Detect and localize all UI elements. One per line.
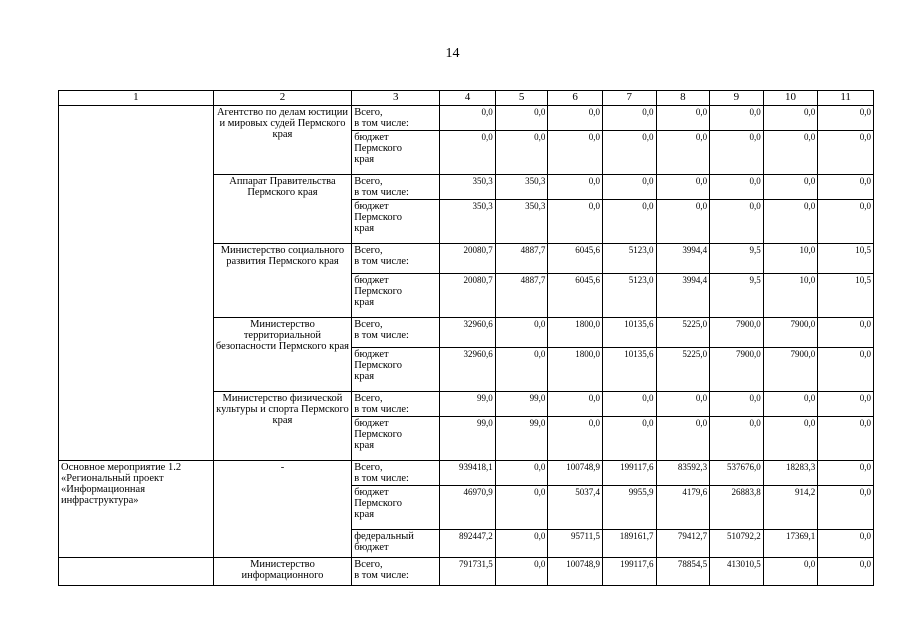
value-cell: 78854,5 [656, 558, 710, 586]
value-cell: 6045,6 [548, 244, 603, 274]
value-cell: 0,0 [440, 131, 496, 175]
executor-cell: Министерство физической культуры и спорта Пермского края [213, 392, 352, 461]
value-cell: 5123,0 [602, 244, 656, 274]
value-cell: 1800,0 [548, 348, 603, 392]
value-cell: 892447,2 [440, 530, 496, 558]
value-cell: 189161,7 [602, 530, 656, 558]
header-cell: 1 [59, 91, 214, 106]
value-cell: 0,0 [656, 106, 710, 131]
value-cell: 0,0 [548, 392, 603, 417]
value-cell: 0,0 [602, 106, 656, 131]
value-cell: 0,0 [656, 392, 710, 417]
value-cell: 0,0 [495, 106, 548, 131]
value-cell: 100748,9 [548, 558, 603, 586]
value-cell: 5225,0 [656, 318, 710, 348]
value-cell: 0,0 [710, 200, 764, 244]
value-cell: 4887,7 [495, 274, 548, 318]
value-cell: 0,0 [763, 200, 818, 244]
value-cell: 939418,1 [440, 461, 496, 486]
value-cell: 17369,1 [763, 530, 818, 558]
value-cell: 413010,5 [710, 558, 764, 586]
value-cell: 0,0 [602, 175, 656, 200]
value-cell: 10,5 [818, 244, 874, 274]
value-cell: 0,0 [818, 417, 874, 461]
value-cell: 0,0 [495, 558, 548, 586]
value-cell: 0,0 [602, 131, 656, 175]
funding-source-cell: Всего, в том числе: [352, 244, 440, 274]
value-cell: 350,3 [440, 200, 496, 244]
header-cell: 8 [656, 91, 710, 106]
value-cell: 100748,9 [548, 461, 603, 486]
value-cell: 199117,6 [602, 461, 656, 486]
value-cell: 0,0 [548, 175, 603, 200]
value-cell: 0,0 [818, 461, 874, 486]
header-cell: 9 [710, 91, 764, 106]
value-cell: 99,0 [440, 392, 496, 417]
value-cell: 0,0 [495, 461, 548, 486]
value-cell: 0,0 [763, 175, 818, 200]
value-cell: 5225,0 [656, 348, 710, 392]
value-cell: 0,0 [818, 530, 874, 558]
value-cell: 0,0 [763, 558, 818, 586]
value-cell: 0,0 [710, 417, 764, 461]
value-cell: 26883,8 [710, 486, 764, 530]
header-cell: 2 [213, 91, 352, 106]
value-cell: 0,0 [548, 200, 603, 244]
value-cell: 20080,7 [440, 244, 496, 274]
value-cell: 0,0 [495, 318, 548, 348]
funding-source-cell: бюджет Пермского края [352, 200, 440, 244]
value-cell: 0,0 [710, 175, 764, 200]
table-row [59, 558, 874, 586]
value-cell: 99,0 [495, 417, 548, 461]
page-number: 14 [445, 46, 460, 61]
executor-cell: Аппарат Правительства Пермского края [213, 175, 352, 244]
value-cell: 0,0 [548, 106, 603, 131]
value-cell: 0,0 [495, 530, 548, 558]
value-cell: 350,3 [495, 175, 548, 200]
value-cell: 10135,6 [602, 318, 656, 348]
value-cell: 9,5 [710, 244, 764, 274]
value-cell: 510792,2 [710, 530, 764, 558]
executor-cell: Агентство по делам юстиции и мировых судей Пермского края [213, 106, 352, 175]
funding-source-cell: бюджет Пермского края [352, 348, 440, 392]
value-cell: 0,0 [656, 175, 710, 200]
value-cell: 0,0 [602, 200, 656, 244]
funding-source-cell: бюджет Пермского края [352, 274, 440, 318]
value-cell: 32960,6 [440, 348, 496, 392]
value-cell: 0,0 [656, 131, 710, 175]
value-cell: 0,0 [656, 417, 710, 461]
value-cell: 95711,5 [548, 530, 603, 558]
value-cell: 0,0 [818, 131, 874, 175]
funding-source-cell: Всего, в том числе: [352, 461, 440, 486]
funding-source-cell: федеральный бюджет [352, 530, 440, 558]
value-cell: 0,0 [548, 131, 603, 175]
funding-source-cell: Всего, в том числе: [352, 558, 440, 586]
header-cell: 6 [548, 91, 603, 106]
value-cell: 0,0 [818, 348, 874, 392]
value-cell: 6045,6 [548, 274, 603, 318]
value-cell: 79412,7 [656, 530, 710, 558]
value-cell: 4887,7 [495, 244, 548, 274]
value-cell: 0,0 [763, 417, 818, 461]
value-cell: 10,0 [763, 274, 818, 318]
value-cell: 199117,6 [602, 558, 656, 586]
value-cell: 537676,0 [710, 461, 764, 486]
header-cell: 5 [495, 91, 548, 106]
row-group-label [59, 558, 214, 586]
value-cell: 0,0 [818, 392, 874, 417]
value-cell: 0,0 [548, 417, 603, 461]
value-cell: 0,0 [710, 131, 764, 175]
value-cell: 4179,6 [656, 486, 710, 530]
value-cell: 914,2 [763, 486, 818, 530]
value-cell: 0,0 [495, 486, 548, 530]
funding-source-cell: бюджет Пермского края [352, 417, 440, 461]
value-cell: 0,0 [763, 392, 818, 417]
value-cell: 18283,3 [763, 461, 818, 486]
budget-table [58, 90, 874, 586]
value-cell: 0,0 [818, 200, 874, 244]
value-cell: 10,0 [763, 244, 818, 274]
value-cell: 3994,4 [656, 274, 710, 318]
row-group-label: Основное мероприятие 1.2 «Региональный проект «Информационная инфраструктура» [59, 461, 214, 558]
value-cell: 0,0 [602, 417, 656, 461]
value-cell: 0,0 [763, 106, 818, 131]
header-cell: 3 [352, 91, 440, 106]
value-cell: 7900,0 [763, 348, 818, 392]
value-cell: 0,0 [495, 348, 548, 392]
value-cell: 5037,4 [548, 486, 603, 530]
value-cell: 0,0 [818, 318, 874, 348]
table-body [59, 106, 874, 586]
header-cell: 4 [440, 91, 496, 106]
value-cell: 350,3 [495, 200, 548, 244]
value-cell: 1800,0 [548, 318, 603, 348]
value-cell: 9955,9 [602, 486, 656, 530]
header-cell: 7 [602, 91, 656, 106]
funding-source-cell: Всего, в том числе: [352, 175, 440, 200]
executor-cell: - [213, 461, 352, 558]
row-group-label [59, 106, 214, 461]
value-cell: 0,0 [818, 486, 874, 530]
header-cell: 10 [763, 91, 818, 106]
funding-source-cell: бюджет Пермского края [352, 131, 440, 175]
executor-cell: Министерство информационного [213, 558, 352, 586]
value-cell: 5123,0 [602, 274, 656, 318]
funding-source-cell: Всего, в том числе: [352, 318, 440, 348]
value-cell: 7900,0 [710, 348, 764, 392]
value-cell: 10135,6 [602, 348, 656, 392]
value-cell: 0,0 [602, 392, 656, 417]
header-row [59, 91, 874, 106]
value-cell: 791731,5 [440, 558, 496, 586]
value-cell: 0,0 [710, 106, 764, 131]
value-cell: 99,0 [440, 417, 496, 461]
value-cell: 0,0 [440, 106, 496, 131]
value-cell: 0,0 [818, 106, 874, 131]
value-cell: 0,0 [656, 200, 710, 244]
executor-cell: Министерство социального развития Пермского края [213, 244, 352, 318]
value-cell: 9,5 [710, 274, 764, 318]
value-cell: 99,0 [495, 392, 548, 417]
table-row [59, 106, 874, 131]
value-cell: 7900,0 [763, 318, 818, 348]
value-cell: 46970,9 [440, 486, 496, 530]
funding-source-cell: Всего, в том числе: [352, 392, 440, 417]
value-cell: 350,3 [440, 175, 496, 200]
executor-cell: Министерство территориальной безопасности Пермского края [213, 318, 352, 392]
header-cell: 11 [818, 91, 874, 106]
value-cell: 20080,7 [440, 274, 496, 318]
funding-source-cell: бюджет Пермского края [352, 486, 440, 530]
value-cell: 0,0 [818, 558, 874, 586]
value-cell: 83592,3 [656, 461, 710, 486]
table-row [59, 461, 874, 486]
value-cell: 0,0 [495, 131, 548, 175]
funding-source-cell: Всего, в том числе: [352, 106, 440, 131]
value-cell: 32960,6 [440, 318, 496, 348]
value-cell: 0,0 [818, 175, 874, 200]
value-cell: 3994,4 [656, 244, 710, 274]
value-cell: 0,0 [710, 392, 764, 417]
value-cell: 7900,0 [710, 318, 764, 348]
value-cell: 10,5 [818, 274, 874, 318]
value-cell: 0,0 [763, 131, 818, 175]
